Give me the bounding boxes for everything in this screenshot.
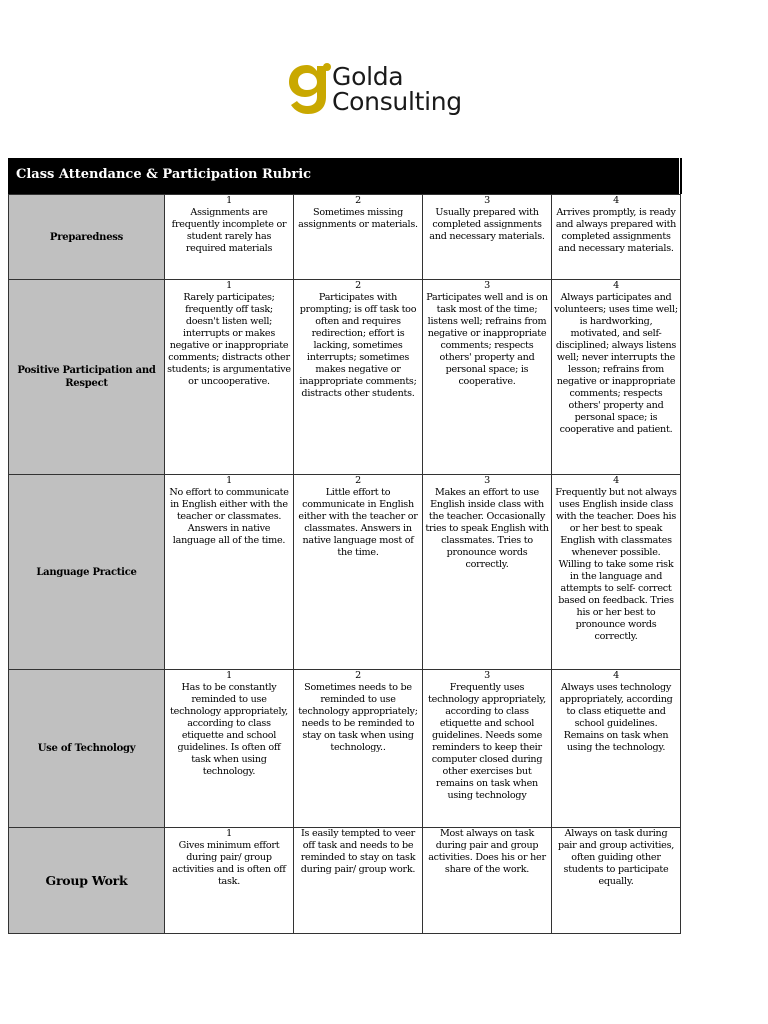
score-label: 1 (226, 195, 232, 206)
score-label: 4 (613, 670, 619, 681)
cell-description: Sometimes needs to be reminded to use technology appropriately; needs to be reminded to stay on task when using technology.. (298, 682, 418, 753)
logo-g-mark-icon (286, 62, 332, 118)
rubric-cell (165, 195, 294, 280)
rubric-cell (423, 280, 552, 475)
cell-description: Frequently but not always uses English inside class with the teacher. Does his or her best to speak English with classmates whenever possible. Willing to take some risk in the language and attempts to self- correct based on feedback. Tries his or her best to pronounce words correctly. (555, 487, 677, 642)
score-label: 1 (226, 475, 232, 486)
rubric-cell (552, 828, 681, 934)
score-label: 2 (355, 475, 361, 486)
cell-description: Gives minimum effort during pair/ group activities and is often off task. (172, 840, 286, 887)
rubric-cell (423, 195, 552, 280)
score-label: 1 (226, 828, 232, 839)
cell-description: Makes an effort to use English inside class with the teacher. Occasionally tries to speak English with classmates. Tries to pronounce words correctly. (425, 487, 549, 570)
rubric-cell (552, 475, 681, 670)
cell-description: Is easily tempted to veer off task and needs to be reminded to stay on task during pair/ group work. (300, 828, 416, 875)
cell-description: Assignments are frequently incomplete or student rarely has required materials (171, 207, 287, 254)
rubric-cell (552, 670, 681, 828)
score-label: 1 (226, 670, 232, 681)
rubric-cell (423, 670, 552, 828)
cell-description: Sometimes missing assignments or materials. (298, 207, 418, 230)
rubric-cell (294, 828, 423, 934)
logo-text-line1: Golda (332, 62, 404, 91)
rubric-title: Class Attendance & Participation Rubric (8, 158, 679, 194)
rubric-cell (165, 670, 294, 828)
cell-description: Arrives promptly, is ready and always prepared with completed assignments and necessary materials. (555, 207, 677, 254)
score-label: 3 (484, 475, 490, 486)
row-category: Language Practice (9, 475, 165, 670)
row-category: Preparedness (9, 195, 165, 280)
cell-description: Has to be constantly reminded to use technology appropriately, according to class etiquette and school guidelines. Is often off task when using technology. (170, 682, 288, 777)
rubric-cell (165, 280, 294, 475)
cell-description: Participates with prompting; is off task too often and requires redirection; effort is lacking, sometimes interrupts; sometimes makes negative or inappropriate comments; distracts other students. (299, 292, 417, 399)
row-category: Use of Technology (9, 670, 165, 828)
rubric-cell (552, 280, 681, 475)
table-row (9, 475, 681, 670)
score-label: 3 (484, 280, 490, 291)
rubric-cell (165, 828, 294, 934)
company-logo (286, 62, 486, 122)
cell-description: Always participates and volunteers; uses time well; is hardworking, motivated, and self-disciplined; always listens well; never interrupts the lesson; refrains from negative or inappropriate comments; respects others' property and personal space; is cooperative and patient. (554, 292, 678, 435)
cell-description: Always on task during pair and group activities, often guiding other students to participate equally. (557, 828, 675, 887)
rubric-cell (423, 828, 552, 934)
rubric-cell (294, 670, 423, 828)
cell-description: Usually prepared with completed assignments and necessary materials. (429, 207, 545, 242)
row-category: Positive Participation and Respect (9, 280, 165, 475)
cell-description: Frequently uses technology appropriately, according to class etiquette and school guidelines. Needs some reminders to keep their computer closed during other exercises but remains on task when using technology (428, 682, 546, 801)
row-category: Group Work (9, 828, 165, 934)
table-row (9, 195, 681, 280)
cell-description: No effort to communicate in English either with the teacher or classmates. Answers in native language all of the time. (169, 487, 289, 546)
cell-description: Rarely participates; frequently off task; doesn't listen well; interrupts or makes negative or inappropriate comments; distracts other students; is argumentative or uncooperative. (167, 292, 291, 387)
score-label: 2 (355, 670, 361, 681)
cell-description: Most always on task during pair and group activities. Does his or her share of the work. (428, 828, 546, 875)
rubric-table (8, 194, 681, 934)
table-row (9, 828, 681, 934)
cell-description: Little effort to communicate in English either with the teacher or classmates. Answers in native language most of the time. (298, 487, 418, 558)
rubric-cell (294, 280, 423, 475)
score-label: 4 (613, 475, 619, 486)
score-label: 3 (484, 195, 490, 206)
table-row (9, 280, 681, 475)
score-label: 4 (613, 195, 619, 206)
score-label: 3 (484, 670, 490, 681)
rubric-cell (294, 475, 423, 670)
logo-text-line2: Consulting (332, 87, 462, 116)
score-label: 4 (613, 280, 619, 291)
rubric-cell (165, 475, 294, 670)
rubric-cell (294, 195, 423, 280)
score-label: 2 (355, 195, 361, 206)
rubric-cell (552, 195, 681, 280)
cell-description: Participates well and is on task most of the time; listens well; refrains from negative or inappropriate comments; respects others' property and personal space; is cooperative. (426, 292, 548, 387)
cell-description: Always uses technology appropriately, according to class etiquette and school guidelines. Remains on task when using the technology. (559, 682, 673, 753)
score-label: 2 (355, 280, 361, 291)
score-label: 1 (226, 280, 232, 291)
table-row (9, 670, 681, 828)
rubric-cell (423, 475, 552, 670)
